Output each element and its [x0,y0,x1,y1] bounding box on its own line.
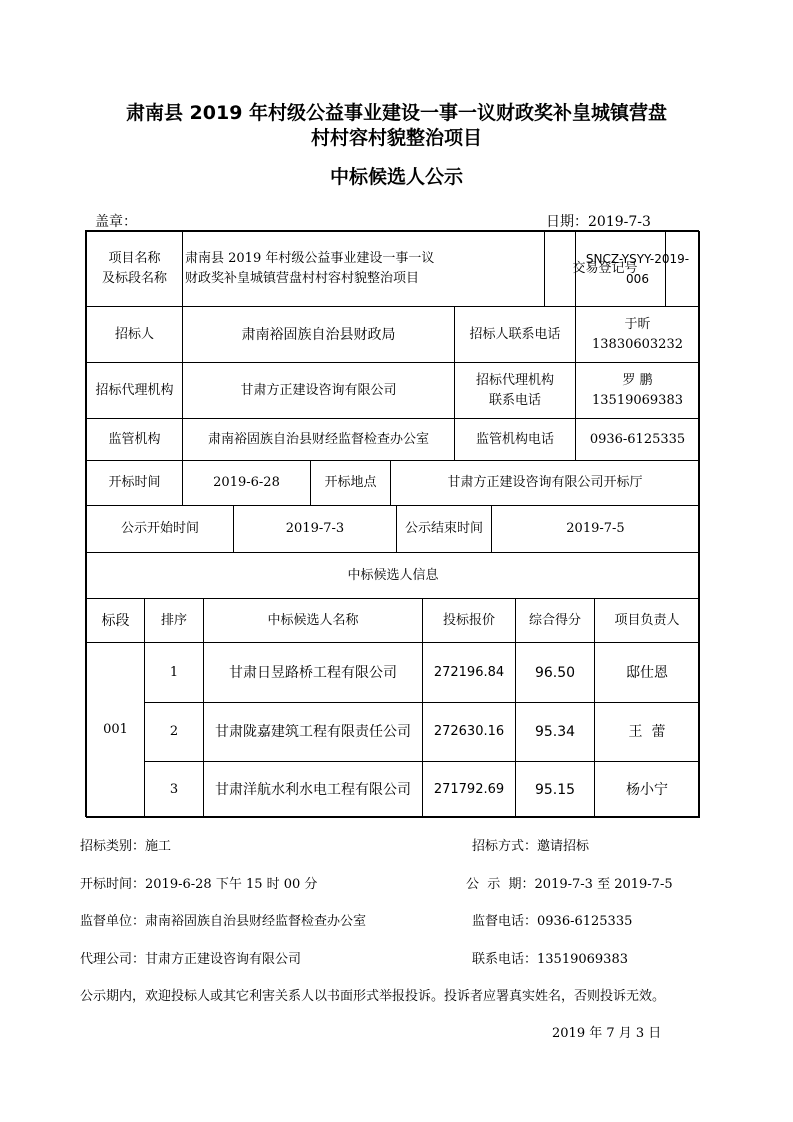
table-row-2-manager: 王 蕾 [594,702,700,762]
supervisor-label: 监管机构 [86,418,183,461]
tenderer-value: 肃南裕固族自治县财政局 [182,306,455,363]
supervisor-phone-label: 监管机构电话 [454,418,576,461]
open-place-value: 甘肃方正建设咨询有限公司开标厅 [390,460,700,506]
open-time-label: 开标时间 [86,460,183,506]
table-row-3-name: 甘肃洋航水利水电工程有限公司 [203,761,423,818]
agency-contact-value: 罗 鹏 13519069383 [575,362,700,419]
col-header-score: 综合得分 [515,598,595,643]
pub-end-value: 2019-7-5 [491,505,700,553]
tenderer-label: 招标人 [86,306,183,363]
table-row-1-price: 272196.84 [422,642,516,703]
document-subtitle: 中标候选人公示 [329,166,463,188]
table-row-2-name: 甘肃陇嘉建筑工程有限责任公司 [203,702,423,762]
candidate-info-title: 中标候选人信息 [86,552,700,599]
table-row-3-score: 95.15 [515,761,595,818]
table-row-2-score: 95.34 [515,702,595,762]
trade-reg-label: 交易登记号 [544,231,666,307]
table-row-2-rank: 2 [144,702,204,762]
seal-label: 盖章： [95,214,137,230]
col-header-price: 投标报价 [422,598,516,643]
footer-notice: 公示期内，欢迎投标人或其它利害关系人以书面形式举报投诉。投诉者应署真实姓名，否则投诉无效。 [80,989,666,1004]
col-header-name: 中标候选人名称 [203,598,423,643]
table-row-3-rank: 3 [144,761,204,818]
table-row-3-price: 271792.69 [422,761,516,818]
table-row-1-rank: 1 [144,642,204,703]
footer-supervisor-unit: 监督单位：肃南裕固族自治县财经监督检查办公室 [80,914,367,929]
footer-method: 招标方式：邀请招标 [472,839,590,854]
open-place-label: 开标地点 [310,460,391,506]
footer-agent-company: 代理公司：甘肃方正建设咨询有限公司 [80,952,302,967]
agency-value: 甘肃方正建设咨询有限公司 [182,362,455,419]
agency-label: 招标代理机构 [86,362,183,419]
table-row-2-price: 272630.16 [422,702,516,762]
trade-reg-value: SNCZ-YSYY-2019- 006 [575,231,700,307]
section-value: 001 [86,642,145,818]
col-header-rank: 排序 [144,598,204,643]
pub-end-label: 公示结束时间 [396,505,492,553]
footer-contact-phone: 联系电话：13519069383 [472,952,628,967]
bid-table [85,230,699,817]
footer-sign-date: 2019 年 7 月 3 日 [552,1026,662,1041]
footer-category: 招标类别：施工 [80,839,172,854]
agency-contact-label: 招标代理机构 联系电话 [454,362,576,419]
pub-start-label: 公示开始时间 [86,505,234,553]
table-row-1-name: 甘肃日昱路桥工程有限公司 [203,642,423,703]
tenderer-contact-value: 于昕 13830603232 [575,306,700,363]
table-row-1-manager: 邸仕恩 [594,642,700,703]
footer-open-time: 开标时间：2019-6-28 下午 15 时 00 分 [80,877,318,892]
table-row-3-manager: 杨小宁 [594,761,700,818]
col-header-manager: 项目负责人 [594,598,700,643]
project-name-value: 肃南县 2019 年村级公益事业建设一事一议 财政奖补皇城镇营盘村村容村貌整治项目 [182,231,545,307]
document-date: 日期：2019-7-3 [546,214,651,230]
supervisor-phone-value: 0936-6125335 [575,418,700,461]
footer-pub-period: 公 示 期：2019-7-3 至 2019-7-5 [466,877,673,892]
project-name-label: 项目名称 及标段名称 [86,231,183,307]
document-title-line1: 肃南县 2019 年村级公益事业建设一事一议财政奖补皇城镇营盘 [125,102,668,124]
document-title-line2: 村村容村貌整治项目 [310,127,482,149]
open-time-value: 2019-6-28 [182,460,311,506]
table-row-1-score: 96.50 [515,642,595,703]
supervisor-value: 肃南裕固族自治县财经监督检查办公室 [182,418,455,461]
footer-supervisor-phone: 监督电话：0936-6125335 [472,914,633,929]
col-header-section: 标段 [86,598,145,643]
pub-start-value: 2019-7-3 [233,505,397,553]
tenderer-contact-label: 招标人联系电话 [454,306,576,363]
